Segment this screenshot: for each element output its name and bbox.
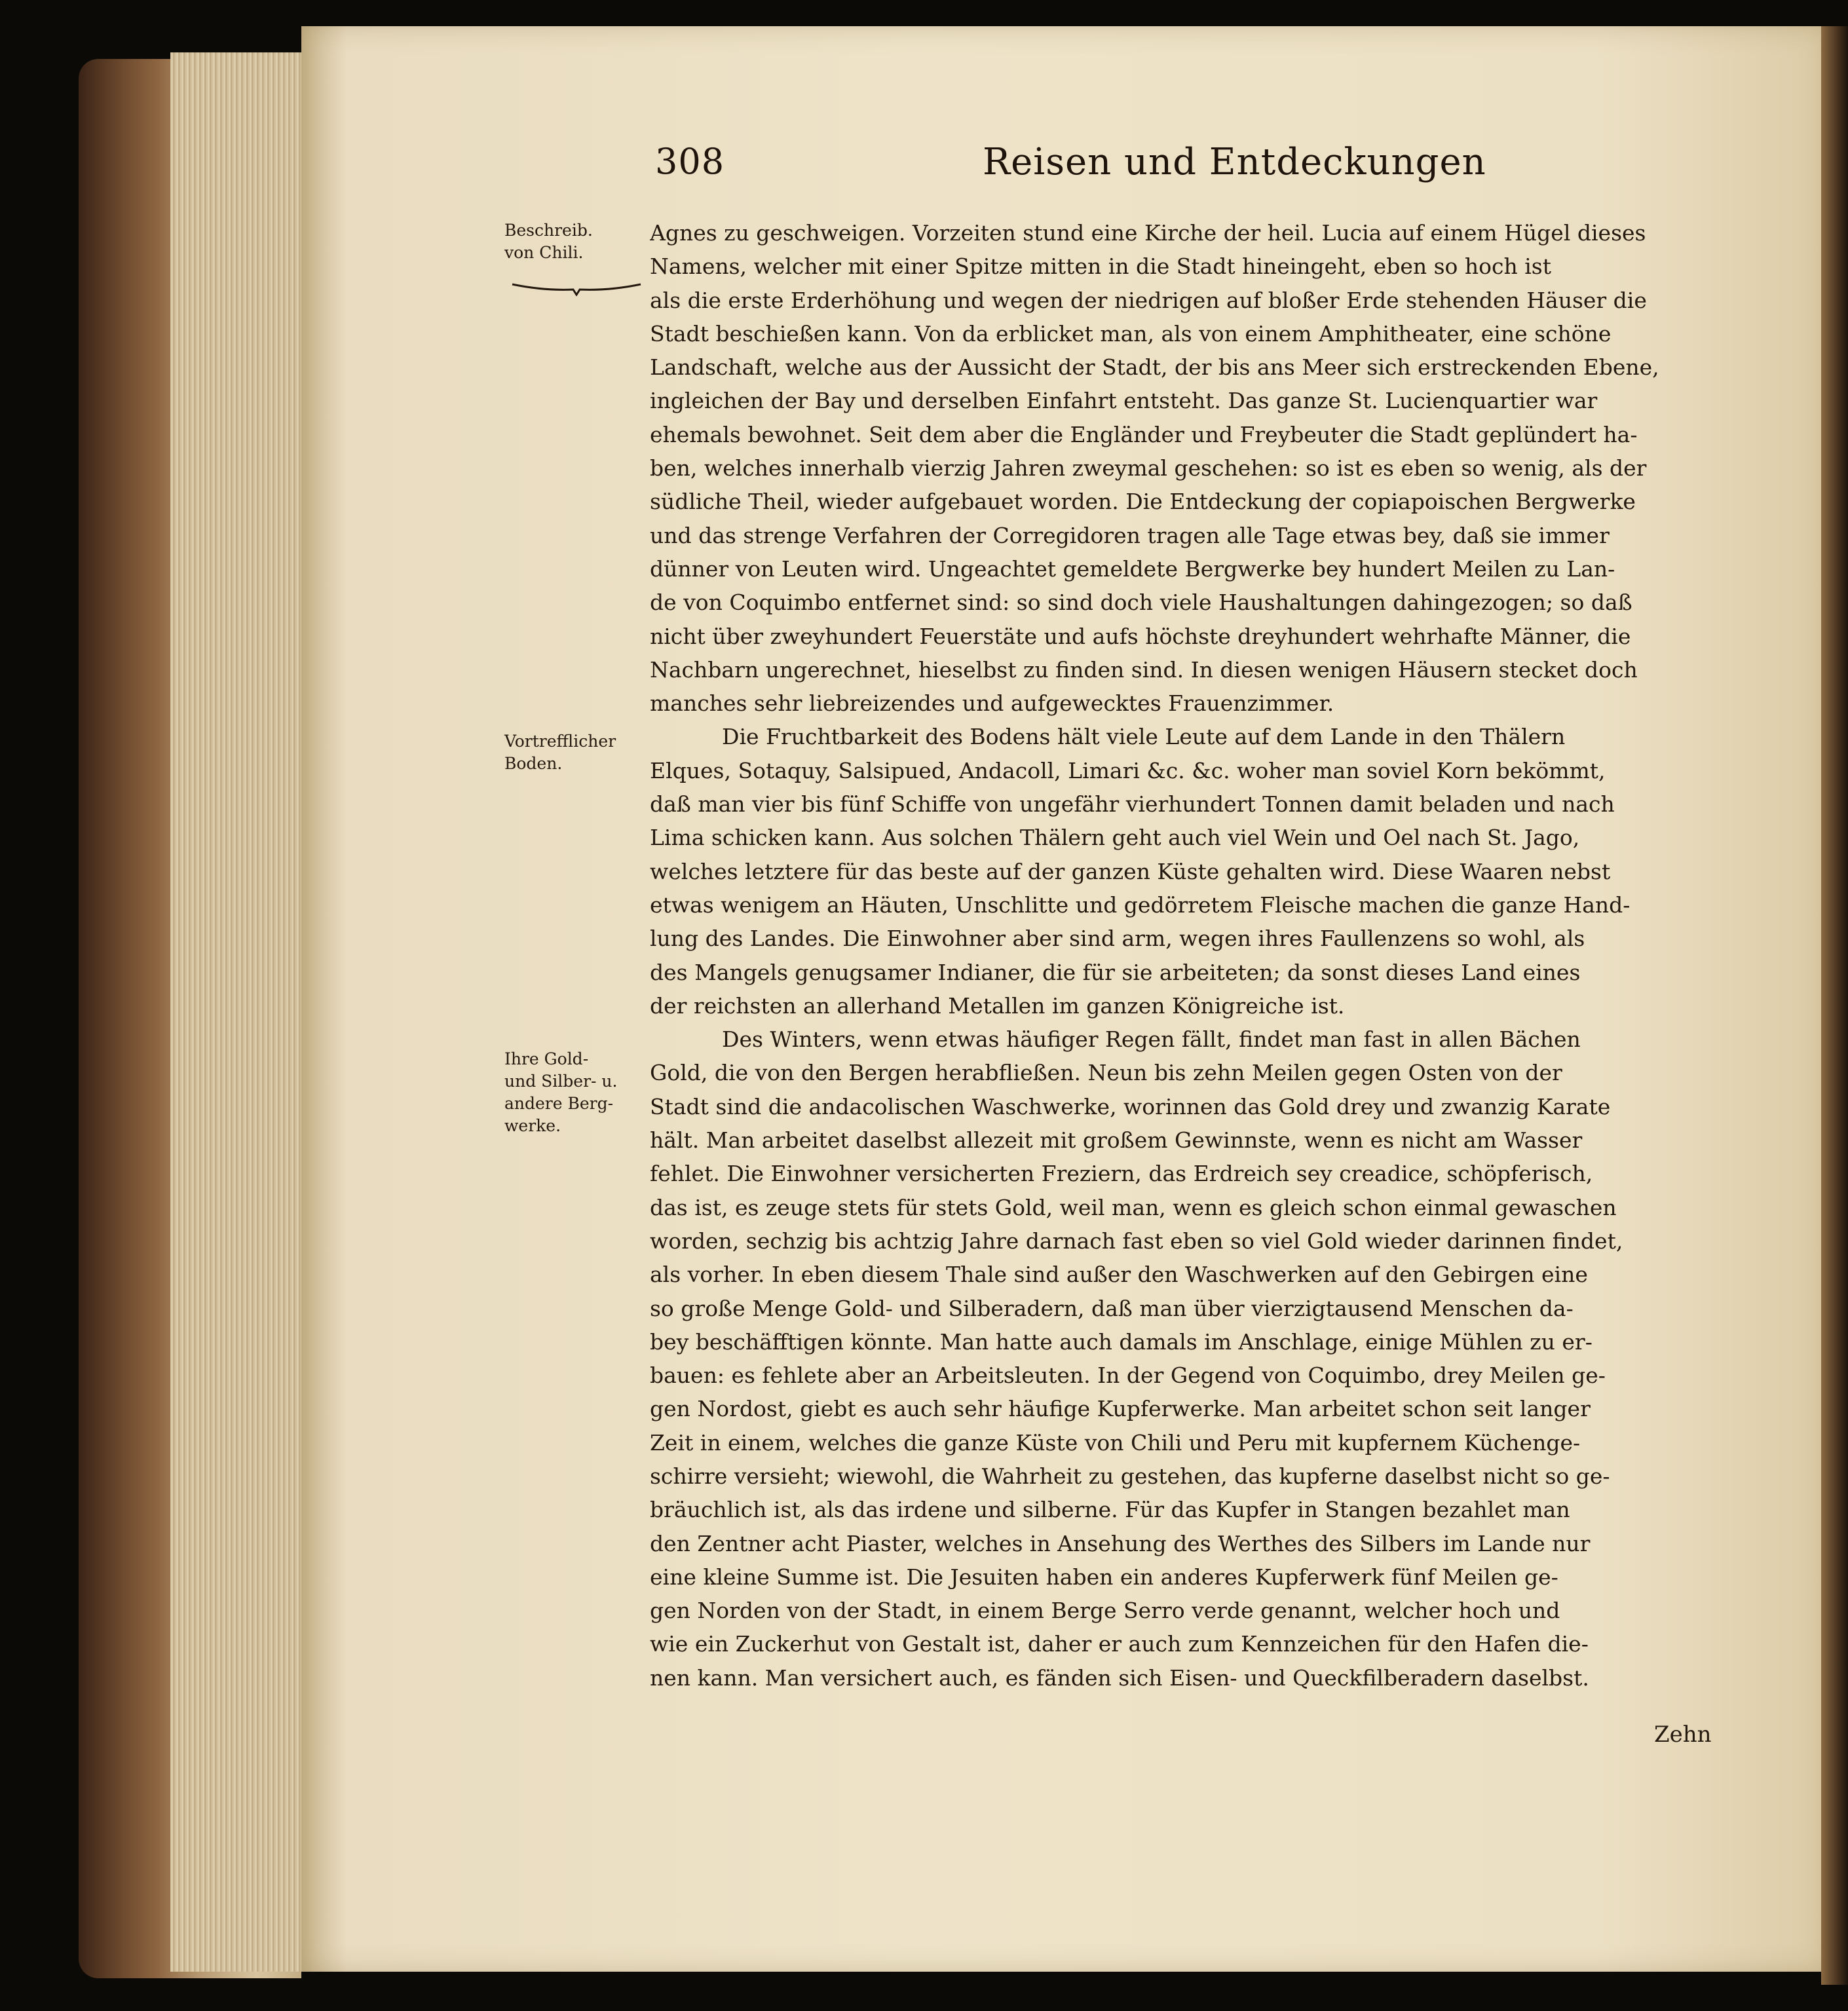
text-line: Namens, welcher mit einer Spitze mitten in die Stadt hineingeht, eben so hoch ist bbox=[650, 254, 1551, 280]
text-line: Zeit in einem, welches die ganze Küste von Chili und Peru mit kupfernem Küchenge- bbox=[650, 1429, 1581, 1456]
text-line: südliche Theil, wieder aufgebauet worden. Die Entdeckung der copiapoischen Bergwerke bbox=[650, 489, 1636, 515]
text-line: Stadt sind die andacolischen Waschwerke, worinnen das Gold drey und zwanzig Karate bbox=[650, 1093, 1611, 1119]
text-line: als die erste Erderhöhung und wegen der niedrigen auf bloßer Erde stehenden Häuser die bbox=[650, 287, 1647, 313]
text-line: der reichsten an allerhand Metallen im ganzen Königreiche ist. bbox=[650, 992, 1345, 1019]
right-cover-edge bbox=[1821, 26, 1848, 1985]
text-line: Nachbarn ungerechnet, hieselbst zu finden sind. In diesen wenigen Häusern stecket doch bbox=[650, 656, 1638, 683]
margin-note-bergwerke bbox=[504, 1048, 649, 1137]
margin-note-line: von Chili. bbox=[504, 243, 584, 262]
text-line: dünner von Leuten wird. Ungeachtet gemeldete Bergwerke bey hundert Meilen zu Lan- bbox=[650, 555, 1615, 582]
running-head bbox=[655, 141, 1486, 193]
text-line: bauen: es fehlete aber an Arbeitsleuten. In der Gegend von Coquimbo, drey Meilen ge- bbox=[650, 1363, 1606, 1389]
text-line: etwas wenigem an Häuten, Unschlitte und gedörretem Fleische machen die ganze Hand- bbox=[650, 892, 1631, 918]
text-line: fehlet. Die Einwohner versicherten Freziern, das Erdreich sey creadice, schöpferisch, bbox=[650, 1161, 1593, 1187]
catchword: Zehn bbox=[1654, 1721, 1712, 1748]
text-line: Elques, Sotaquy, Salsipued, Andacoll, Limari &c. &c. woher man soviel Korn bekömmt, bbox=[650, 757, 1606, 783]
margin-note-line: Vortrefflicher bbox=[504, 732, 616, 751]
text-line: ehemals bewohnet. Seit dem aber die Engländer und Freybeuter die Stadt geplündert ha- bbox=[650, 421, 1638, 447]
text-line: Agnes zu geschweigen. Vorzeiten stund eine Kirche der heil. Lucia auf einem Hügel dieses bbox=[650, 220, 1646, 246]
page-number: 308 bbox=[655, 141, 725, 182]
text-line: gen Norden von der Stadt, in einem Berge Serro verde genannt, welcher hoch und bbox=[650, 1598, 1560, 1624]
text-line: bräuchlich ist, als das irdene und silberne. Für das Kupfer in Stangen bezahlet man bbox=[650, 1497, 1570, 1523]
text-line: bey beschäfftigen könnte. Man hatte auch damals im Anschlage, einige Mühlen zu er- bbox=[650, 1328, 1593, 1355]
text-line: als vorher. In eben diesem Thale sind außer den Waschwerken auf den Gebirgen eine bbox=[650, 1262, 1588, 1288]
text-line: Die Fruchtbarkeit des Bodens hält viele Leute auf dem Lande in den Thälern bbox=[722, 724, 1566, 750]
text-line: wie ein Zuckerhut von Gestalt ist, daher er auch zum Kennzeichen für den Hafen die- bbox=[650, 1631, 1589, 1657]
text-line: hält. Man arbeitet daselbst allezeit mit großem Gewinnste, wenn es nicht am Wasser bbox=[650, 1127, 1583, 1154]
text-line: manches sehr liebreizendes und aufgewecktes Frauenzimmer. bbox=[650, 690, 1334, 717]
text-line: Stadt beschießen kann. Von da erblicket man, als von einem Amphitheater, eine schöne bbox=[650, 320, 1612, 347]
text-line: den Zentner acht Piaster, welches in Ansehung des Werthes des Silbers im Lande nur bbox=[650, 1530, 1591, 1556]
text-line: schirre versieht; wiewohl, die Wahrheit zu gestehen, das kupferne daselbst nicht so ge- bbox=[650, 1463, 1610, 1489]
margin-note-chili bbox=[504, 219, 649, 264]
text-line: welches letztere für das beste auf der ganzen Küste gehalten wird. Diese Waaren nebst bbox=[650, 858, 1611, 884]
header-title: Reisen und Entdeckungen bbox=[983, 141, 1486, 183]
text-line: ben, welches innerhalb vierzig Jahren zweymal geschehen: so ist es eben so wenig, als der bbox=[650, 455, 1647, 481]
margin-note-line: Ihre Gold- bbox=[504, 1049, 589, 1068]
text-line: Gold, die von den Bergen herabfließen. Neun bis zehn Meilen gegen Osten von der bbox=[650, 1060, 1562, 1086]
margin-note-line: und Silber- u. bbox=[504, 1072, 618, 1091]
text-line: nen kann. Man versichert auch, es fänden sich Eisen- und Queckfilberadern daselbst. bbox=[650, 1664, 1589, 1691]
text-line: Lima schicken kann. Aus solchen Thälern geht auch viel Wein und Oel nach St. Jago, bbox=[650, 825, 1580, 851]
text-line: worden, sechzig bis achtzig Jahre darnach fast eben so viel Gold wieder darinnen findet, bbox=[650, 1228, 1623, 1254]
margin-bracket-icon bbox=[511, 282, 642, 296]
margin-note-line: werke. bbox=[504, 1116, 561, 1135]
text-line: eine kleine Summe ist. Die Jesuiten haben ein anderes Kupferwerk fünf Meilen ge- bbox=[650, 1564, 1558, 1590]
text-line: Landschaft, welche aus der Aussicht der Stadt, der bis ans Meer sich erstreckenden Ebene, bbox=[650, 354, 1659, 381]
text-line: und das strenge Verfahren der Corregidoren tragen alle Tage etwas bey, daß sie immer bbox=[650, 522, 1610, 548]
page-stack-edge bbox=[170, 52, 314, 1972]
text-line: lung des Landes. Die Einwohner aber sind arm, wegen ihres Faullenzens so wohl, als bbox=[650, 926, 1585, 952]
margin-note-line: Beschreib. bbox=[504, 221, 593, 240]
margin-note-line: andere Berg- bbox=[504, 1094, 614, 1113]
margin-note-boden bbox=[504, 730, 649, 775]
body-text bbox=[650, 216, 1718, 1695]
margin-note-line: Boden. bbox=[504, 754, 563, 773]
text-line: nicht über zweyhundert Feuerstäte und aufs höchste dreyhundert wehrhafte Männer, die bbox=[650, 623, 1631, 649]
text-line: so große Menge Gold- und Silberadern, daß man über vierzigtausend Menschen da- bbox=[650, 1295, 1574, 1321]
text-line: ingleichen der Bay und derselben Einfahrt entsteht. Das ganze St. Lucienquartier war bbox=[650, 388, 1598, 414]
text-line: gen Nordost, giebt es auch sehr häufige Kupferwerke. Man arbeitet schon seit langer bbox=[650, 1396, 1591, 1422]
text-line: daß man vier bis fünf Schiffe von ungefähr vierhundert Tonnen damit beladen und nach bbox=[650, 791, 1615, 818]
text-line: Des Winters, wenn etwas häufiger Regen fällt, findet man fast in allen Bächen bbox=[722, 1026, 1581, 1053]
text-line: des Mangels genugsamer Indianer, die für sie arbeiteten; da sonst dieses Land eines bbox=[650, 959, 1581, 985]
text-line: de von Coquimbo entfernet sind: so sind doch viele Haushaltungen dahingezogen; so daß bbox=[650, 590, 1632, 616]
text-line: das ist, es zeuge stets für stets Gold, weil man, wenn es gleich schon einmal gewaschen bbox=[650, 1194, 1617, 1220]
